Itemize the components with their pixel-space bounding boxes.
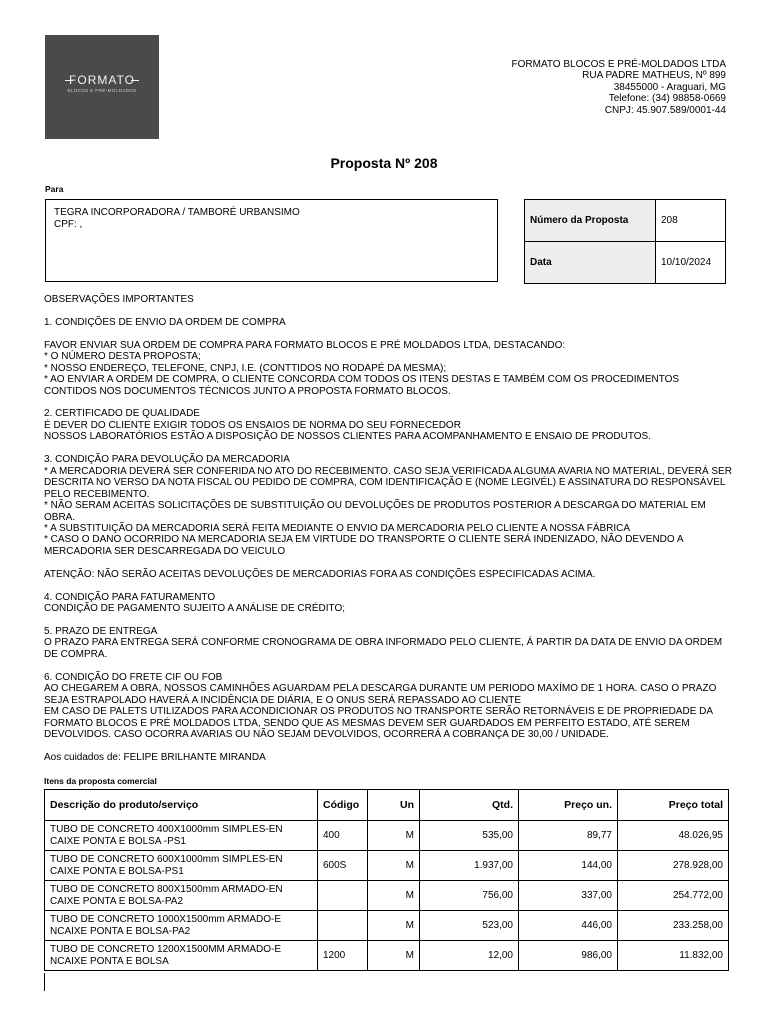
company-logo (45, 35, 159, 139)
item-total-price: 48.026,95 (618, 821, 729, 851)
company-name: FORMATO BLOCOS E PRÉ-MOLDADOS LTDA (511, 59, 726, 70)
observation-line: O PRAZO PARA ENTREGA SERÁ CONFORME CRONOGRAMA DE OBRA INFORMADO PELO CLIENTE, Á PARTIR DA DATA DE ENVIO DA ORDEM DE COMPRA. (44, 637, 723, 660)
logo-subtitle: BLOCOS E PRÉ-MOLDADOS (67, 88, 137, 93)
company-address: RUA PADRE MATHEUS, Nº 899 (582, 70, 726, 82)
company-city: 38455000 - Araguari, MG (613, 81, 726, 93)
item-code: 600S (318, 851, 368, 881)
item-total-price: 254.772,00 (618, 881, 729, 911)
item-code (318, 911, 368, 941)
observation-line: NOSSOS LABORATÓRIOS ESTÃO A DISPOSIÇÃO DE NOSSOS CLIENTES PARA ACOMPANHAMENTO E ENSAIO DE PRODUTOS. (44, 431, 651, 443)
observation-line: * CASO O DANO OCORRIDO NA MERCADORIA SEJA EM VIRTUDE DO TRANSPORTE O CLIENTE SERÁ INDENIZADO, NÃO DEVENDO A MERCADORIA SER DESCARREGADA DO VEICULO (44, 534, 684, 557)
observation-line: EM CASO DE PALETS UTILIZADOS PARA ACONDICIONAR OS PRODUTOS NO TRANSPORTE SERÃO RETORNÁVEIS E DE PROPRIEDADE DA FORMATO BLOCOS E PRÉ MOLDADOS LTDA, SENDO QUE AS MESMAS DEVEM SER GUARDADOS EM PERFEITO ESTADO, ATÉ SEREM DEVOLVIDOS. CASO OCORRA AVARIAS OU NÃO SEJAM DEVOLVIDOS, OCORRERÁ A COBRANÇA DE 30,00 / UNIDADE. (44, 706, 713, 741)
observation-paragraph (44, 317, 732, 328)
item-unit-price: 986,00 (519, 941, 618, 971)
observation-line: 5. PRAZO DE ENTREGA (44, 626, 158, 638)
recipient-label: Para (45, 184, 64, 194)
item-code: 400 (318, 821, 368, 851)
observation-line: CONDIÇÃO DE PAGAMENTO SUJEITO A ANÁLISE DE CRÉDITO; (44, 603, 345, 615)
logo-wordmark: FORMATO (69, 73, 135, 87)
items-label: Itens da proposta comercial (44, 776, 157, 786)
observation-line: OBSERVAÇÕES IMPORTANTES (44, 294, 194, 305)
observation-paragraph (44, 626, 732, 660)
observation-line: 2. CERTIFICADO DE QUALIDADE (44, 408, 200, 420)
col-header-quantity: Qtd. (420, 790, 519, 821)
item-unit: M (368, 911, 420, 941)
proposal-info-table (524, 199, 726, 284)
item-unit: M (368, 941, 420, 971)
item-description: TUBO DE CONCRETO 600X1000mm SIMPLES-EN CAIXE PONTA E BOLSA-PS1 (45, 851, 318, 881)
observation-line: * NOSSO ENDEREÇO, TELEFONE, CNPJ, I.E. (CONTTIDOS NO RODAPÉ DA MESMA); (44, 362, 447, 374)
proposal-number-row (525, 200, 726, 242)
observation-paragraph (44, 672, 732, 741)
table-row (45, 881, 729, 911)
company-cnpj: CNPJ: 45.907.589/0001-44 (604, 104, 726, 116)
item-code: 1200 (318, 941, 368, 971)
item-code (318, 881, 368, 911)
item-description: TUBO DE CONCRETO 800X1500mm ARMADO-EN CAIXE PONTA E BOLSA-PA2 (45, 881, 318, 911)
company-phone: Telefone: (34) 98858-0669 (608, 93, 726, 105)
item-unit: M (368, 851, 420, 881)
item-total-price: 233.258,00 (618, 911, 729, 941)
items-header-row (45, 790, 729, 821)
item-unit-price: 337,00 (519, 881, 618, 911)
col-header-description: Descrição do produto/serviço (45, 790, 318, 821)
observation-line: * AO ENVIAR A ORDEM DE COMPRA, O CLIENTE CONCORDA COM TODOS OS ITENS DESTAS E TAMBÉM COM OS PROCEDIMENTOS CONTIDOS NOS DOCUMENTOS TÉCNICOS JUNTO A PROPOSTA FORMATO BLOCOS. (44, 374, 680, 397)
company-header (512, 59, 726, 116)
proposal-number-value: 208 (656, 200, 726, 242)
item-quantity: 756,00 (420, 881, 519, 911)
observation-paragraph (44, 294, 732, 305)
client-name: TEGRA INCORPORADORA / TAMBORÉ URBANSIMO (54, 207, 300, 218)
col-header-unit: Un (368, 790, 420, 821)
table-row (45, 941, 729, 971)
item-quantity: 535,00 (420, 821, 519, 851)
observation-line: Aos cuidados de: FELIPE BRILHANTE MIRANDA (44, 751, 266, 763)
observation-paragraph (44, 454, 732, 557)
item-unit-price: 446,00 (519, 911, 618, 941)
item-quantity: 12,00 (420, 941, 519, 971)
item-unit: M (368, 821, 420, 851)
observation-paragraph (44, 408, 732, 442)
table-row (45, 911, 729, 941)
item-unit-price: 144,00 (519, 851, 618, 881)
item-description: TUBO DE CONCRETO 1200X1500MM ARMADO-E NCAIXE PONTA E BOLSA (45, 941, 318, 971)
observation-line: * O NÚMERO DESTA PROPOSTA; (44, 351, 201, 363)
table-continuation-rule (44, 973, 45, 991)
observation-line: 3. CONDIÇÃO PARA DEVOLUÇÃO DA MERCADORIA (44, 454, 290, 466)
observation-line: É DEVER DO CLIENTE EXIGIR TODOS OS ENSAIOS DE NORMA DO SEU FORNECEDOR (44, 419, 461, 431)
col-header-unit-price: Preço un. (519, 790, 618, 821)
observations-section (44, 294, 732, 763)
proposal-date-label: Data (525, 242, 656, 284)
observation-line: FAVOR ENVIAR SUA ORDEM DE COMPRA PARA FORMATO BLOCOS E PRÉ MOLDADOS LTDA, DESTACANDO: (44, 339, 566, 351)
observation-paragraph (44, 569, 732, 580)
client-cpf: CPF: , (54, 218, 83, 230)
proposal-title: Proposta Nº 208 (330, 155, 438, 171)
proposal-date-row (525, 242, 726, 284)
proposal-date-value: 10/10/2024 (656, 242, 726, 284)
item-unit-price: 89,77 (519, 821, 618, 851)
item-total-price: 11.832,00 (618, 941, 729, 971)
observation-paragraph (44, 592, 732, 615)
observation-line: 1. CONDIÇÕES DE ENVIO DA ORDEM DE COMPRA (44, 316, 286, 328)
item-quantity: 1.937,00 (420, 851, 519, 881)
observation-paragraph (44, 340, 732, 397)
observation-line: * NÃO SERAM ACEITAS SOLICITAÇÕES DE SUBSTITUIÇÃO OU DEVOLUÇÕES DE PRODUTOS POSTERIOR A DESCARGA DO MATERIAL EM OBRA. (44, 500, 706, 523)
observation-line: AO CHEGAREM A OBRA, NOSSOS CAMINHÕES AGUARDAM PELA DESCARGA DURANTE UM PERIODO MAXÍMO DE 1 HORA. CASO O PRAZO SEJA ESTRAPOLADO HAVERÁ A INCIDÊNCIA DE DIÁRIA, E O ONUS SERÁ REPASSADO AO CLIENTE (44, 683, 717, 706)
item-description: TUBO DE CONCRETO 1000X1500mm ARMADO-E NCAIXE PONTA E BOLSA-PA2 (45, 911, 318, 941)
item-total-price: 278.928,00 (618, 851, 729, 881)
observation-line: 4. CONDIÇÃO PARA FATURAMENTO (44, 591, 216, 603)
recipient-box (45, 199, 498, 282)
observation-line: ATENÇÃO: NÃO SERÃO ACEITAS DEVOLUÇÕES DE MERCADORIAS FORA AS CONDIÇÕES ESPECIFICADAS ACIMA. (44, 568, 596, 580)
col-header-code: Código (318, 790, 368, 821)
item-quantity: 523,00 (420, 911, 519, 941)
table-row (45, 851, 729, 881)
observation-paragraph (44, 752, 732, 763)
observation-line: 6. CONDIÇÃO DO FRETE CIF OU FOB (44, 671, 223, 683)
proposal-number-label: Número da Proposta (525, 200, 656, 242)
observation-line: * A MERCADORIA DEVERÁ SER CONFERIDA NO ATO DO RECEBIMENTO. CASO SEJA VERIFICADA ALGUMA AVARIA NO MATERIAL, DEVERÁ SER DESCRITA NO VERSO DA NOTA FISCAL OU PEDIDO DE COMPRA, COM IDENTIFICAÇÃO E (NOME LEGIVÉL) E ASSINATURA DO RESPONSÁVEL PELO RECEBIMENTO. (44, 465, 732, 500)
observation-line: * A SUBSTITUIÇÃO DA MERCADORIA SERÁ FEITA MEDIANTE O ENVIO DA MERCADORIA PELO CLIENTE A NOSSA FÁBRICA (44, 523, 631, 534)
table-row (45, 821, 729, 851)
item-unit: M (368, 881, 420, 911)
col-header-total-price: Preço total (618, 790, 729, 821)
items-table (44, 789, 729, 971)
item-description: TUBO DE CONCRETO 400X1000mm SIMPLES-EN CAIXE PONTA E BOLSA -PS1 (45, 821, 318, 851)
